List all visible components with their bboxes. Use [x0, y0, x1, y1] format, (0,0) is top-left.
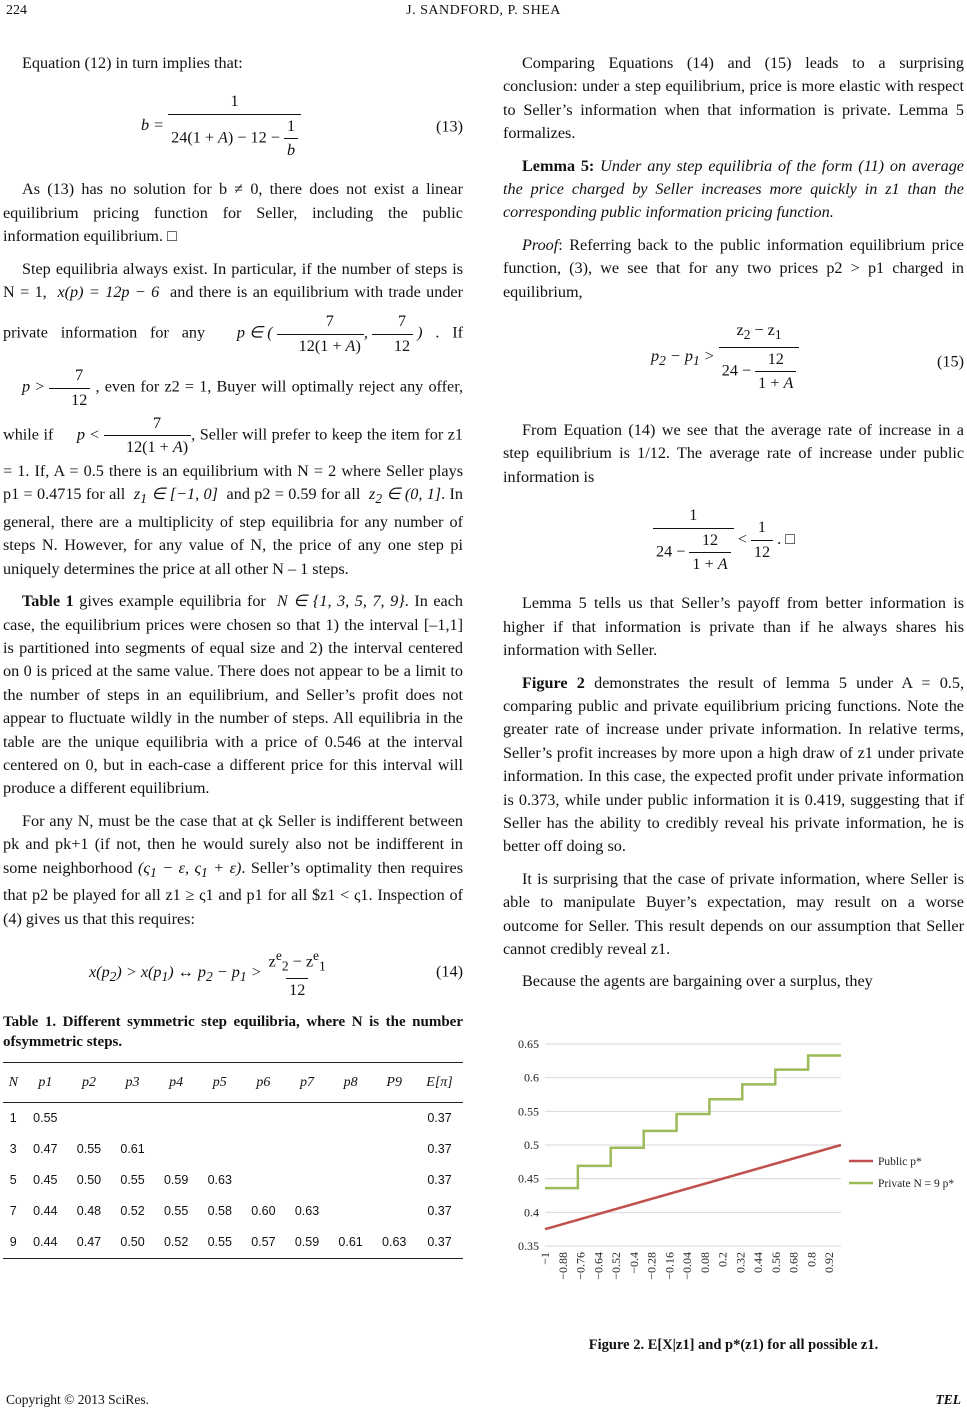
table-cell: [372, 1196, 416, 1227]
x-tick-label: −0.88: [555, 1252, 570, 1280]
table-row: [3, 1196, 463, 1227]
table-cell: [242, 1103, 286, 1135]
table-cell: [154, 1103, 198, 1135]
table-cell: 0.55: [76, 1142, 102, 1157]
table-cell: [285, 1103, 329, 1135]
paragraph: Proof: Referring back to the public information equilibrium price function, (3), we see that for any two prices p2 > p1 charged in equilibrium,: [503, 235, 964, 301]
table-cell: 0.37: [427, 1111, 452, 1126]
series-line-private: [545, 1055, 841, 1188]
equation-14: $x(p_2) > x(p_1)$ ↔ $p_2 - p_1$ > $\frac{z^e_2 - z^e_1}{12}$ (14): [3, 940, 463, 1004]
column-header: P9: [372, 1063, 416, 1103]
table-caption: Table 1. Different symmetric step equilibria, where N is the number ofsymmetric steps.: [3, 1014, 463, 1051]
table-cell: 0.37: [427, 1173, 452, 1188]
table-cell: [329, 1103, 373, 1135]
chart-svg: [503, 1020, 964, 1320]
table-cell: 3: [9, 1142, 17, 1157]
table-cell: 7: [9, 1204, 17, 1219]
table-cell: [198, 1103, 242, 1135]
column-header: p7: [285, 1063, 329, 1103]
paragraph: As (13) has no solution for b ≠ 0, there does not exist a linear equilibrium pricing function for Seller, including the public information equilibrium. □: [3, 180, 463, 246]
running-authors: J. SANDFORD, P. SHEA: [406, 3, 561, 18]
table-cell: 0.37: [427, 1142, 452, 1157]
copyright: Copyright © 2013 SciRes.: [6, 1392, 150, 1407]
y-tick-label: 0.6: [524, 1070, 539, 1085]
y-tick-label: 0.45: [518, 1171, 539, 1186]
table-cell: 0.59: [285, 1227, 329, 1259]
table-cell: 0.55: [33, 1111, 58, 1126]
table-cell: 0.61: [329, 1227, 373, 1259]
paragraph: For any N, must be the case that at ςk Seller is indifferent between pk and pk+1 (if not, then he would surely also not be indifferent in some neighborhood ($\varsigma_1 - \varepsilon$, $\varsigma_1 + \varepsilon$). Seller’s optimality then requires that p2 be played for all z1 ≥ ς1 and p1 for all $z1 < ς1. Inspection of (4) gives us that this requires:: [3, 811, 463, 928]
table-cell: 0.44: [33, 1204, 58, 1219]
table-cell: 0.61: [120, 1142, 145, 1157]
x-tick-label: 0.08: [697, 1252, 712, 1273]
y-tick-label: 0.35: [518, 1239, 539, 1253]
paragraph: Lemma 5: Under any step equilibria of the form (11) on average the price charged by Seller increases more quickly in z1 than the corresponding public information pricing function.: [503, 156, 964, 222]
page-footer: [6, 1392, 961, 1408]
table-cell: 0.55: [198, 1227, 242, 1259]
y-tick-label: 0.65: [518, 1037, 539, 1051]
legend-label: Private N = 9 p*: [878, 1178, 955, 1190]
table-cell: 1: [9, 1111, 17, 1126]
x-tick-label: −0.76: [573, 1252, 588, 1280]
journal-name: TEL: [935, 1392, 961, 1407]
x-tick-label: −0.28: [644, 1252, 659, 1280]
table-cell: 0.50: [111, 1227, 155, 1259]
table-cell: 0.60: [251, 1204, 276, 1219]
table-cell: [285, 1165, 329, 1196]
table-cell: 0.55: [163, 1204, 189, 1219]
table-cell: [111, 1103, 155, 1135]
y-tick-label: 0.4: [524, 1205, 539, 1220]
table-cell: 0.44: [24, 1227, 68, 1259]
x-tick-label: 0.2: [715, 1252, 730, 1267]
table-row: [3, 1103, 463, 1135]
table-cell: 0.63: [372, 1227, 416, 1259]
table-cell: [372, 1134, 416, 1165]
figure-2-chart: [503, 1020, 964, 1320]
table-cell: [242, 1165, 286, 1196]
inequality-display: 1 24 − $\frac{12}{1 + A}$ < $\frac{1}{12}$ . □: [503, 498, 964, 584]
equation-number: (15): [937, 352, 964, 371]
table-cell: 0.57: [242, 1227, 286, 1259]
legend-label: Public p*: [878, 1156, 922, 1168]
table-cell: 0.58: [207, 1204, 232, 1219]
paragraph: Table 1 gives example equilibria for N ∈ {1, 3, 5, 7, 9}. In each case, the equilibrium prices were chosen so that 1) the interval [–1,1] is partitioned into segments of equal size and 2) the interval centered on 0 is priced at the same value. There does not appear to be a limit to the number of steps in an equilibrium, and Seller’s profit does not appear to fluctuate wildly in the number of steps. All equilibria in the table are the unique equilibria with a price of 0.546 at the interval centered on 0, but in each-case a different price for this interval will produce a different equilibrium.: [3, 592, 463, 798]
column-header: N: [3, 1063, 24, 1103]
y-tick-label: 0.5: [524, 1138, 539, 1152]
x-tick-label: −1: [538, 1252, 552, 1265]
table-cell: 9: [3, 1227, 24, 1259]
x-tick-label: 0.32: [733, 1252, 748, 1273]
x-tick-label: −0.64: [591, 1252, 606, 1280]
paragraph: It is surprising that the case of private information, where Seller is able to manipulate Buyer’s expectation, may result on a worse outcome for Seller. This result depends on our assumption that Seller cannot credibly reveal z1.: [503, 869, 964, 958]
paragraph: Step equilibria always exist. In particular, if the number of steps is N = 1, x(p) = 12p − 6 and there is an equilibrium with trade under private information for any p ∈ ( $\frac{7}{12(1 + A)}$ , $\frac{7}{12}$ ) . If p > $\frac{7}{12}$ , even for z2 = 1, Buyer will optimally reject any offer, while if p < $\frac{7}{12(1 + A)}$ , Seller will prefer to keep the item for z1 = 1. If, A = 0.5 there is an equilibrium with N = 2 where Seller plays p1 = 0.4715 for all $z_1$ ∈ [−1, 0] and p2 = 0.59 for all $z_2$ ∈ (0, 1]. In general, there are a multiplicity of step equilibria for any number of steps N. However, for any value of N, the price of any one step pi uniquely determines the price at all other N – 1 steps.: [3, 259, 464, 578]
equation-number: (13): [436, 117, 463, 136]
paragraph: Comparing Equations (14) and (15) leads to a surprising conclusion: under a step equilibrium, price is more elastic with respect to Seller’s information when that information is private. Lemma 5 formalizes.: [503, 54, 964, 143]
table-cell: [372, 1103, 416, 1135]
x-tick-label: 0.56: [768, 1252, 783, 1273]
table-cell: 0.37: [416, 1227, 463, 1259]
y-tick-label: 0.55: [518, 1104, 539, 1119]
series-line-public: [545, 1145, 841, 1229]
table-cell: 0.63: [294, 1204, 320, 1219]
table-cell: 0.37: [427, 1204, 452, 1219]
table-cell: [242, 1134, 286, 1165]
column-header: p4: [154, 1063, 198, 1103]
paragraph: Lemma 5 tells us that Seller’s payoff from better information is higher if that information is private than if he always shares his information with Seller.: [503, 594, 964, 660]
table-cell: 0.50: [76, 1173, 102, 1188]
table-cell: [329, 1165, 373, 1196]
table-cell: [154, 1134, 198, 1165]
table-cell: 0.47: [67, 1227, 111, 1259]
figure-caption: Figure 2. E[X|z1] and p*(z1) for all possible z1.: [588, 1337, 879, 1353]
table-cell: 0.63: [207, 1173, 232, 1188]
x-tick-label: 0.8: [804, 1252, 819, 1267]
equation-13: b = 1 24(1 + A) − 12 − $\frac{1}{b}$ (13): [3, 84, 463, 170]
table-cell: 0.48: [76, 1204, 102, 1219]
column-header: E[π]: [416, 1063, 463, 1103]
column-header: p3: [111, 1063, 155, 1103]
page-header: [0, 0, 967, 30]
table-cell: 0.47: [33, 1142, 58, 1157]
table-row: [3, 1227, 463, 1259]
paragraph: Because the agents are bargaining over a surplus, they: [522, 972, 873, 991]
table-cell: [198, 1134, 242, 1165]
column-header: p5: [198, 1063, 242, 1103]
table-cell: 0.55: [120, 1173, 145, 1188]
table-cell: 0.45: [33, 1173, 58, 1188]
paragraph: Figure 2 demonstrates the result of lemma 5 under A = 0.5, comparing public and private equilibrium pricing functions. Note the greater rate of increase under private information. In relative terms, Seller’s profit increases by more upon a high draw of z1 under private information. In this case, the expected profit under private information is 0.373, while under public information it is 0.419, suggesting that if Seller has the ability to credibly reveal his private information, he is better off doing so.: [503, 673, 964, 856]
paragraph: Equation (12) in turn implies that:: [22, 54, 243, 72]
table-cell: [285, 1134, 329, 1165]
x-tick-label: −0.4: [626, 1252, 641, 1274]
left-column: [3, 52, 463, 1259]
x-tick-label: 0.92: [822, 1252, 837, 1273]
x-tick-label: −0.04: [680, 1252, 695, 1280]
table-cell: [372, 1165, 416, 1196]
page-number: 224: [6, 3, 27, 18]
column-header: p2: [67, 1063, 111, 1103]
column-header: p1: [24, 1063, 68, 1103]
table-1: [3, 1062, 463, 1259]
table-cell: [67, 1103, 111, 1135]
x-tick-label: 0.44: [751, 1252, 766, 1273]
table-cell: 0.59: [163, 1173, 189, 1188]
table-cell: 0.52: [154, 1227, 198, 1259]
table-row: [3, 1165, 463, 1196]
table-cell: 0.52: [120, 1204, 145, 1219]
equation-15: $p_2 - p_1$ > $z_2 - z_1$ 24 − $\frac{12}{1 + A}$ (15): [503, 313, 964, 411]
table-cell: 5: [9, 1173, 17, 1188]
table-row: [3, 1134, 463, 1165]
right-column: [503, 52, 964, 1003]
column-header: p8: [329, 1063, 373, 1103]
table-cell: [329, 1196, 373, 1227]
column-header: p6: [242, 1063, 286, 1103]
x-tick-label: −0.16: [662, 1252, 677, 1280]
equation-number: (14): [436, 962, 463, 981]
paragraph: From Equation (14) we see that the average rate of increase in a step equilibrium is 1/12. The average rate of increase under public information is: [503, 421, 964, 486]
x-tick-label: −0.52: [609, 1252, 624, 1280]
x-tick-label: 0.68: [786, 1252, 801, 1273]
table-header-row: [3, 1063, 463, 1103]
table-cell: [329, 1134, 373, 1165]
